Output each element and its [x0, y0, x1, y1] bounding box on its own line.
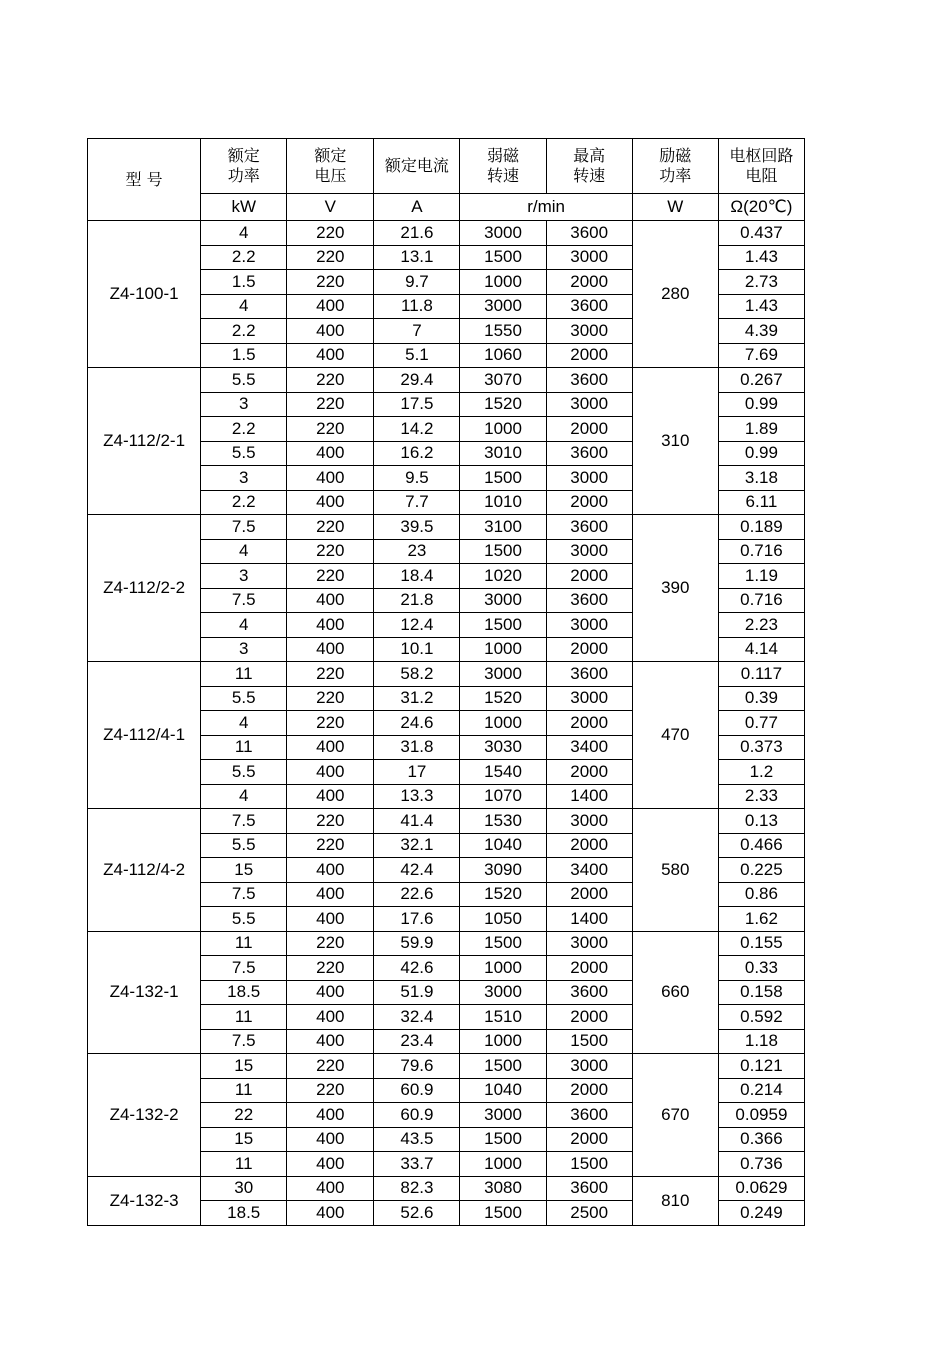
power-cell: 2.2	[201, 319, 287, 344]
weak-speed-cell: 3100	[460, 515, 546, 540]
table-row	[88, 1176, 805, 1201]
weak-speed-cell: 1520	[460, 392, 546, 417]
power-cell: 5.5	[201, 760, 287, 785]
power-cell: 2.2	[201, 490, 287, 515]
weak-speed-cell: 1520	[460, 882, 546, 907]
max-speed-cell: 2500	[546, 1201, 632, 1226]
max-speed-cell: 2000	[546, 1005, 632, 1030]
voltage-cell: 220	[287, 417, 374, 442]
voltage-cell: 400	[287, 1152, 374, 1177]
power-cell: 5.5	[201, 686, 287, 711]
weak-speed-cell: 3000	[460, 1103, 546, 1128]
current-cell: 39.5	[374, 515, 460, 540]
voltage-cell: 220	[287, 515, 374, 540]
weak-speed-cell: 1040	[460, 833, 546, 858]
power-cell: 11	[201, 1005, 287, 1030]
current-cell: 23	[374, 539, 460, 564]
current-cell: 31.2	[374, 686, 460, 711]
weak-speed-cell: 3000	[460, 221, 546, 246]
weak-speed-cell: 1010	[460, 490, 546, 515]
power-cell: 11	[201, 931, 287, 956]
max-speed-cell: 2000	[546, 1078, 632, 1103]
current-cell: 51.9	[374, 980, 460, 1005]
voltage-cell: 220	[287, 564, 374, 589]
resistance-cell: 0.99	[718, 441, 804, 466]
voltage-cell: 400	[287, 490, 374, 515]
max-speed-cell: 2000	[546, 760, 632, 785]
max-speed-cell: 2000	[546, 956, 632, 981]
weak-speed-cell: 1500	[460, 245, 546, 270]
power-cell: 18.5	[201, 980, 287, 1005]
header-model: 型 号	[88, 139, 201, 221]
voltage-cell: 220	[287, 711, 374, 736]
model-cell: Z4-132-1	[88, 931, 201, 1054]
current-cell: 79.6	[374, 1054, 460, 1079]
voltage-cell: 400	[287, 343, 374, 368]
power-cell: 1.5	[201, 270, 287, 295]
current-cell: 7.7	[374, 490, 460, 515]
power-cell: 4	[201, 221, 287, 246]
power-cell: 3	[201, 392, 287, 417]
weak-speed-cell: 1000	[460, 637, 546, 662]
motor-spec-table	[87, 138, 805, 1226]
excitation-cell: 580	[632, 809, 718, 932]
excitation-cell: 470	[632, 662, 718, 809]
current-cell: 42.6	[374, 956, 460, 981]
voltage-cell: 400	[287, 1127, 374, 1152]
max-speed-cell: 3000	[546, 245, 632, 270]
resistance-cell: 0.13	[718, 809, 804, 834]
voltage-cell: 400	[287, 784, 374, 809]
current-cell: 16.2	[374, 441, 460, 466]
resistance-cell: 7.69	[718, 343, 804, 368]
voltage-cell: 400	[287, 319, 374, 344]
current-cell: 22.6	[374, 882, 460, 907]
voltage-cell: 220	[287, 686, 374, 711]
current-cell: 13.3	[374, 784, 460, 809]
resistance-cell: 1.2	[718, 760, 804, 785]
voltage-cell: 400	[287, 441, 374, 466]
model-cell: Z4-132-3	[88, 1176, 201, 1225]
weak-speed-cell: 1500	[460, 539, 546, 564]
max-speed-cell: 3000	[546, 539, 632, 564]
max-speed-cell: 3600	[546, 368, 632, 393]
max-speed-cell: 3600	[546, 588, 632, 613]
weak-speed-cell: 1060	[460, 343, 546, 368]
max-speed-cell: 2000	[546, 833, 632, 858]
weak-speed-cell: 1000	[460, 956, 546, 981]
excitation-cell: 670	[632, 1054, 718, 1177]
model-cell: Z4-100-1	[88, 221, 201, 368]
resistance-cell: 0.39	[718, 686, 804, 711]
resistance-cell: 0.716	[718, 539, 804, 564]
resistance-cell: 1.43	[718, 245, 804, 270]
current-cell: 23.4	[374, 1029, 460, 1054]
power-cell: 4	[201, 613, 287, 638]
weak-speed-cell: 1550	[460, 319, 546, 344]
voltage-cell: 400	[287, 466, 374, 491]
current-cell: 9.7	[374, 270, 460, 295]
weak-speed-cell: 1530	[460, 809, 546, 834]
power-cell: 5.5	[201, 441, 287, 466]
current-cell: 9.5	[374, 466, 460, 491]
current-cell: 60.9	[374, 1078, 460, 1103]
current-cell: 7	[374, 319, 460, 344]
power-cell: 7.5	[201, 588, 287, 613]
current-cell: 13.1	[374, 245, 460, 270]
resistance-cell: 0.592	[718, 1005, 804, 1030]
power-cell: 4	[201, 539, 287, 564]
voltage-cell: 400	[287, 294, 374, 319]
max-speed-cell: 3000	[546, 809, 632, 834]
max-speed-cell: 3600	[546, 515, 632, 540]
voltage-cell: 220	[287, 833, 374, 858]
power-cell: 5.5	[201, 907, 287, 932]
voltage-cell: 220	[287, 392, 374, 417]
power-cell: 2.2	[201, 245, 287, 270]
max-speed-cell: 1400	[546, 907, 632, 932]
unit-voltage: V	[287, 194, 374, 221]
current-cell: 60.9	[374, 1103, 460, 1128]
current-cell: 12.4	[374, 613, 460, 638]
power-cell: 5.5	[201, 833, 287, 858]
resistance-cell: 1.18	[718, 1029, 804, 1054]
resistance-cell: 0.0629	[718, 1176, 804, 1201]
header-rated-current: 额定电流	[374, 139, 460, 194]
resistance-cell: 0.437	[718, 221, 804, 246]
resistance-cell: 1.43	[718, 294, 804, 319]
resistance-cell: 0.373	[718, 735, 804, 760]
power-cell: 15	[201, 1127, 287, 1152]
power-cell: 11	[201, 735, 287, 760]
voltage-cell: 220	[287, 1054, 374, 1079]
weak-speed-cell: 1510	[460, 1005, 546, 1030]
weak-speed-cell: 3010	[460, 441, 546, 466]
resistance-cell: 6.11	[718, 490, 804, 515]
unit-current: A	[374, 194, 460, 221]
weak-speed-cell: 3000	[460, 294, 546, 319]
voltage-cell: 400	[287, 907, 374, 932]
max-speed-cell: 2000	[546, 1127, 632, 1152]
current-cell: 10.1	[374, 637, 460, 662]
weak-speed-cell: 3080	[460, 1176, 546, 1201]
excitation-cell: 310	[632, 368, 718, 515]
voltage-cell: 400	[287, 588, 374, 613]
current-cell: 58.2	[374, 662, 460, 687]
current-cell: 31.8	[374, 735, 460, 760]
weak-speed-cell: 1500	[460, 1201, 546, 1226]
max-speed-cell: 3000	[546, 1054, 632, 1079]
power-cell: 3	[201, 564, 287, 589]
max-speed-cell: 3600	[546, 294, 632, 319]
resistance-cell: 2.73	[718, 270, 804, 295]
model-cell: Z4-112/2-2	[88, 515, 201, 662]
table-row	[88, 662, 805, 687]
weak-speed-cell: 1540	[460, 760, 546, 785]
header-armature-resistance: 电枢回路 电阻	[718, 139, 804, 194]
current-cell: 32.4	[374, 1005, 460, 1030]
current-cell: 5.1	[374, 343, 460, 368]
max-speed-cell: 2000	[546, 882, 632, 907]
excitation-cell: 390	[632, 515, 718, 662]
current-cell: 29.4	[374, 368, 460, 393]
voltage-cell: 400	[287, 1005, 374, 1030]
resistance-cell: 0.117	[718, 662, 804, 687]
voltage-cell: 400	[287, 858, 374, 883]
model-cell: Z4-112/4-1	[88, 662, 201, 809]
excitation-cell: 810	[632, 1176, 718, 1225]
max-speed-cell: 3000	[546, 392, 632, 417]
current-cell: 43.5	[374, 1127, 460, 1152]
header-max-speed: 最高 转速	[546, 139, 632, 194]
unit-speed: r/min	[460, 194, 632, 221]
voltage-cell: 400	[287, 980, 374, 1005]
max-speed-cell: 2000	[546, 417, 632, 442]
resistance-cell: 2.23	[718, 613, 804, 638]
weak-speed-cell: 3000	[460, 980, 546, 1005]
weak-speed-cell: 1000	[460, 1152, 546, 1177]
power-cell: 30	[201, 1176, 287, 1201]
weak-speed-cell: 1040	[460, 1078, 546, 1103]
voltage-cell: 220	[287, 931, 374, 956]
max-speed-cell: 2000	[546, 343, 632, 368]
power-cell: 15	[201, 858, 287, 883]
weak-speed-cell: 1000	[460, 270, 546, 295]
power-cell: 7.5	[201, 515, 287, 540]
power-cell: 5.5	[201, 368, 287, 393]
weak-speed-cell: 3030	[460, 735, 546, 760]
current-cell: 21.8	[374, 588, 460, 613]
weak-speed-cell: 1000	[460, 711, 546, 736]
power-cell: 15	[201, 1054, 287, 1079]
max-speed-cell: 2000	[546, 490, 632, 515]
weak-speed-cell: 1070	[460, 784, 546, 809]
header-weak-field-speed: 弱磁 转速	[460, 139, 546, 194]
power-cell: 3	[201, 466, 287, 491]
resistance-cell: 0.99	[718, 392, 804, 417]
current-cell: 41.4	[374, 809, 460, 834]
power-cell: 11	[201, 1152, 287, 1177]
weak-speed-cell: 3090	[460, 858, 546, 883]
max-speed-cell: 3600	[546, 1176, 632, 1201]
weak-speed-cell: 1020	[460, 564, 546, 589]
power-cell: 22	[201, 1103, 287, 1128]
voltage-cell: 400	[287, 1176, 374, 1201]
model-cell: Z4-112/4-2	[88, 809, 201, 932]
max-speed-cell: 3600	[546, 441, 632, 466]
current-cell: 18.4	[374, 564, 460, 589]
table-row	[88, 221, 805, 246]
current-cell: 59.9	[374, 931, 460, 956]
resistance-cell: 0.736	[718, 1152, 804, 1177]
current-cell: 17.5	[374, 392, 460, 417]
voltage-cell: 220	[287, 270, 374, 295]
current-cell: 82.3	[374, 1176, 460, 1201]
voltage-cell: 400	[287, 882, 374, 907]
current-cell: 33.7	[374, 1152, 460, 1177]
voltage-cell: 220	[287, 1078, 374, 1103]
voltage-cell: 220	[287, 809, 374, 834]
max-speed-cell: 1500	[546, 1029, 632, 1054]
max-speed-cell: 2000	[546, 637, 632, 662]
weak-speed-cell: 1000	[460, 1029, 546, 1054]
voltage-cell: 220	[287, 221, 374, 246]
current-cell: 42.4	[374, 858, 460, 883]
excitation-cell: 660	[632, 931, 718, 1054]
power-cell: 11	[201, 662, 287, 687]
power-cell: 2.2	[201, 417, 287, 442]
resistance-cell: 0.214	[718, 1078, 804, 1103]
weak-speed-cell: 3000	[460, 588, 546, 613]
max-speed-cell: 2000	[546, 564, 632, 589]
unit-resistance: Ω(20℃)	[718, 194, 804, 221]
resistance-cell: 2.33	[718, 784, 804, 809]
max-speed-cell: 2000	[546, 270, 632, 295]
weak-speed-cell: 3070	[460, 368, 546, 393]
power-cell: 1.5	[201, 343, 287, 368]
voltage-cell: 400	[287, 1029, 374, 1054]
resistance-cell: 0.121	[718, 1054, 804, 1079]
max-speed-cell: 1500	[546, 1152, 632, 1177]
power-cell: 7.5	[201, 956, 287, 981]
resistance-cell: 4.39	[718, 319, 804, 344]
resistance-cell: 0.33	[718, 956, 804, 981]
weak-speed-cell: 1500	[460, 1054, 546, 1079]
weak-speed-cell: 1520	[460, 686, 546, 711]
table-row	[88, 368, 805, 393]
voltage-cell: 400	[287, 1103, 374, 1128]
table-row	[88, 515, 805, 540]
current-cell: 11.8	[374, 294, 460, 319]
max-speed-cell: 3400	[546, 858, 632, 883]
model-cell: Z4-112/2-1	[88, 368, 201, 515]
unit-excitation: W	[632, 194, 718, 221]
table-row	[88, 931, 805, 956]
resistance-cell: 4.14	[718, 637, 804, 662]
resistance-cell: 0.77	[718, 711, 804, 736]
resistance-cell: 0.466	[718, 833, 804, 858]
weak-speed-cell: 1500	[460, 1127, 546, 1152]
model-cell: Z4-132-2	[88, 1054, 201, 1177]
voltage-cell: 220	[287, 368, 374, 393]
max-speed-cell: 3600	[546, 980, 632, 1005]
power-cell: 7.5	[201, 882, 287, 907]
current-cell: 52.6	[374, 1201, 460, 1226]
max-speed-cell: 3600	[546, 662, 632, 687]
max-speed-cell: 2000	[546, 711, 632, 736]
excitation-cell: 280	[632, 221, 718, 368]
max-speed-cell: 3000	[546, 466, 632, 491]
table-row	[88, 809, 805, 834]
resistance-cell: 0.158	[718, 980, 804, 1005]
max-speed-cell: 3400	[546, 735, 632, 760]
power-cell: 4	[201, 294, 287, 319]
resistance-cell: 0.0959	[718, 1103, 804, 1128]
resistance-cell: 0.716	[718, 588, 804, 613]
resistance-cell: 1.62	[718, 907, 804, 932]
voltage-cell: 220	[287, 956, 374, 981]
power-cell: 3	[201, 637, 287, 662]
weak-speed-cell: 1000	[460, 417, 546, 442]
weak-speed-cell: 1500	[460, 466, 546, 491]
weak-speed-cell: 1500	[460, 931, 546, 956]
resistance-cell: 0.225	[718, 858, 804, 883]
power-cell: 7.5	[201, 809, 287, 834]
weak-speed-cell: 1500	[460, 613, 546, 638]
max-speed-cell: 3000	[546, 613, 632, 638]
current-cell: 17.6	[374, 907, 460, 932]
resistance-cell: 0.267	[718, 368, 804, 393]
table-row	[88, 1054, 805, 1079]
max-speed-cell: 3000	[546, 686, 632, 711]
weak-speed-cell: 1050	[460, 907, 546, 932]
voltage-cell: 400	[287, 735, 374, 760]
table-body	[88, 139, 805, 1226]
header-rated-voltage: 额定 电压	[287, 139, 374, 194]
voltage-cell: 220	[287, 662, 374, 687]
resistance-cell: 1.89	[718, 417, 804, 442]
current-cell: 14.2	[374, 417, 460, 442]
header-row	[88, 139, 805, 194]
max-speed-cell: 3000	[546, 319, 632, 344]
resistance-cell: 3.18	[718, 466, 804, 491]
voltage-cell: 220	[287, 245, 374, 270]
unit-power: kW	[201, 194, 287, 221]
max-speed-cell: 3600	[546, 1103, 632, 1128]
max-speed-cell: 3600	[546, 221, 632, 246]
current-cell: 21.6	[374, 221, 460, 246]
power-cell: 18.5	[201, 1201, 287, 1226]
voltage-cell: 400	[287, 637, 374, 662]
voltage-cell: 400	[287, 613, 374, 638]
power-cell: 4	[201, 711, 287, 736]
resistance-cell: 0.86	[718, 882, 804, 907]
power-cell: 7.5	[201, 1029, 287, 1054]
resistance-cell: 1.19	[718, 564, 804, 589]
power-cell: 4	[201, 784, 287, 809]
resistance-cell: 0.249	[718, 1201, 804, 1226]
max-speed-cell: 1400	[546, 784, 632, 809]
voltage-cell: 400	[287, 760, 374, 785]
current-cell: 32.1	[374, 833, 460, 858]
resistance-cell: 0.155	[718, 931, 804, 956]
resistance-cell: 0.189	[718, 515, 804, 540]
resistance-cell: 0.366	[718, 1127, 804, 1152]
voltage-cell: 400	[287, 1201, 374, 1226]
current-cell: 24.6	[374, 711, 460, 736]
current-cell: 17	[374, 760, 460, 785]
max-speed-cell: 3000	[546, 931, 632, 956]
header-excitation-power: 励磁 功率	[632, 139, 718, 194]
header-rated-power: 额定 功率	[201, 139, 287, 194]
voltage-cell: 220	[287, 539, 374, 564]
power-cell: 11	[201, 1078, 287, 1103]
weak-speed-cell: 3000	[460, 662, 546, 687]
